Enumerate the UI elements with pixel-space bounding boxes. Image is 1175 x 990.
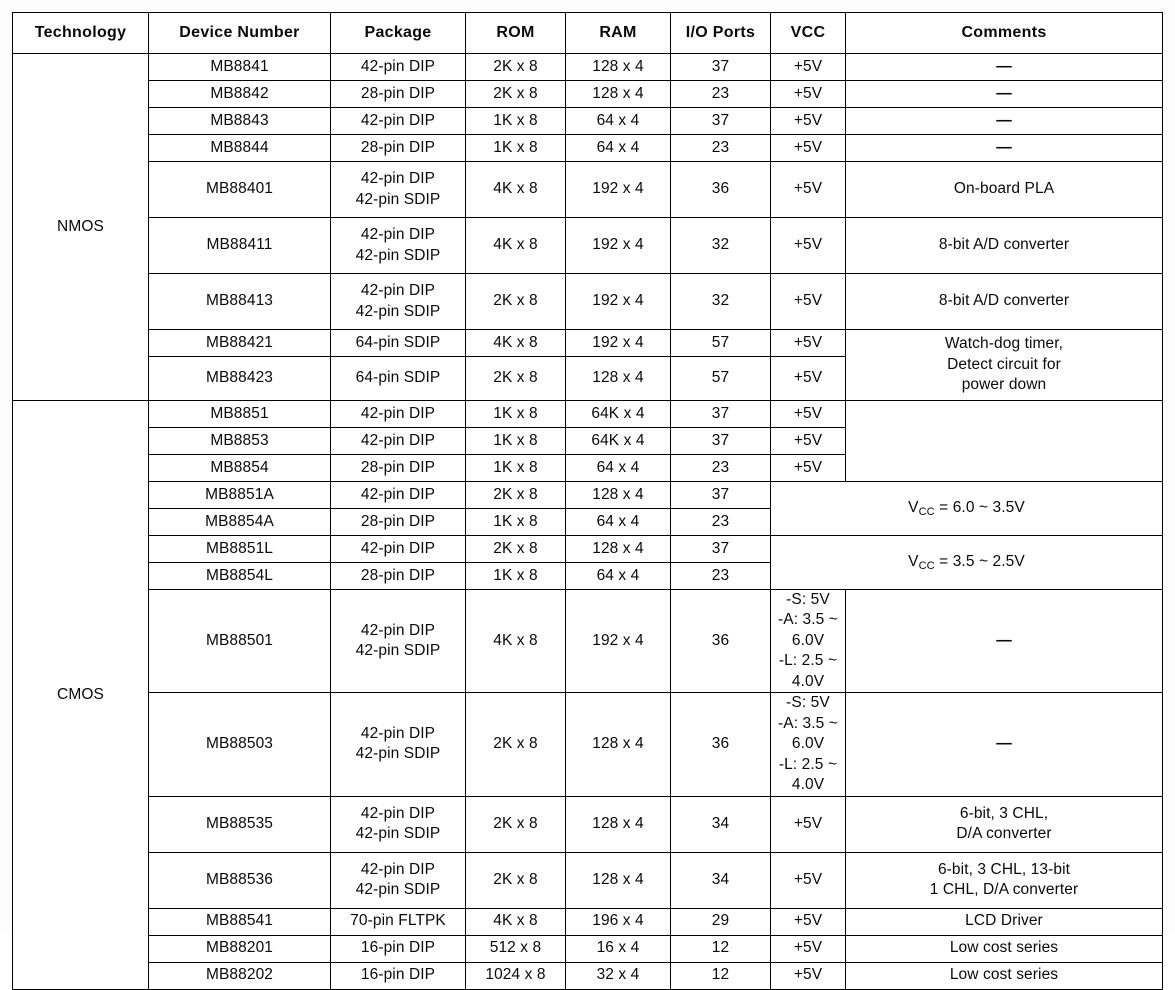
column-header-comments: Comments (846, 13, 1163, 54)
cell-vcc: +5V (771, 962, 846, 989)
cell-rom: 2K x 8 (466, 54, 566, 81)
cell-vcc: +5V (771, 428, 846, 455)
cell-ram: 64K x 4 (566, 428, 671, 455)
cell-ram: 64 x 4 (566, 455, 671, 482)
package-line-1: 42-pin DIP (360, 860, 436, 878)
cell-vcc: +5V (771, 455, 846, 482)
cell-io: 57 (671, 330, 771, 357)
cell-io: 32 (671, 274, 771, 330)
cell-package (331, 274, 466, 330)
table-header (13, 13, 1163, 54)
cell-package: 28-pin DIP (331, 509, 466, 536)
cell-vcc: +5V (771, 135, 846, 162)
cell-rom: 1K x 8 (466, 401, 566, 428)
cell-device: MB8854A (149, 509, 331, 536)
cell-package: 70-pin FLTPK (331, 908, 466, 935)
cell-vcc: +5V (771, 108, 846, 135)
vcc-l-line: -L: 2.5 ~ 4.0V (778, 652, 838, 690)
column-header-ram: RAM (566, 13, 671, 54)
package-line-2: 42-pin SDIP (355, 190, 441, 208)
vcc-value: = 3.5 ~ 2.5V (934, 552, 1025, 570)
cell-package (331, 218, 466, 274)
vcc-subscript: CC (918, 559, 935, 572)
watchdog-line-3: power down (961, 376, 1047, 394)
cell-device: MB88541 (149, 908, 331, 935)
cell-package (331, 162, 466, 218)
table-row (13, 54, 1163, 81)
cell-io: 37 (671, 54, 771, 81)
cell-io: 57 (671, 357, 771, 401)
header-row (13, 13, 1163, 54)
cell-rom: 1K x 8 (466, 428, 566, 455)
column-header-vcc: VCC (771, 13, 846, 54)
cell-ram: 64 x 4 (566, 135, 671, 162)
cell-io: 32 (671, 218, 771, 274)
cell-vcc-range-a (771, 482, 1163, 536)
package-line-2: 42-pin SDIP (355, 302, 441, 320)
table-body (13, 54, 1163, 990)
comment-line-2: 1 CHL, D/A converter (929, 881, 1079, 899)
package-line-1: 42-pin DIP (360, 170, 436, 188)
cell-comment (846, 796, 1163, 852)
cell-rom: 1K x 8 (466, 509, 566, 536)
cell-ram: 128 x 4 (566, 693, 671, 796)
column-header-device-number: Device Number (149, 13, 331, 54)
package-line-2: 42-pin SDIP (355, 745, 441, 763)
vcc-a-line: -A: 3.5 ~ 6.0V (778, 714, 838, 753)
cell-package: 42-pin DIP (331, 428, 466, 455)
cell-rom: 4K x 8 (466, 218, 566, 274)
technology-group-nmos: NMOS (13, 54, 149, 401)
cell-ram: 128 x 4 (566, 81, 671, 108)
cell-device: MB8854L (149, 563, 331, 590)
cell-device: MB88501 (149, 590, 331, 693)
column-header-package: Package (331, 13, 466, 54)
cell-package: 16-pin DIP (331, 962, 466, 989)
cell-rom: 2K x 8 (466, 357, 566, 401)
cell-comment: — (846, 693, 1163, 796)
cell-comment: — (846, 135, 1163, 162)
vcc-symbol: V (908, 498, 919, 516)
cell-package: 28-pin DIP (331, 81, 466, 108)
cell-package: 28-pin DIP (331, 455, 466, 482)
cell-device: MB8841 (149, 54, 331, 81)
cell-rom: 2K x 8 (466, 852, 566, 908)
cell-ram: 64K x 4 (566, 401, 671, 428)
cell-package: 42-pin DIP (331, 482, 466, 509)
cell-io: 23 (671, 563, 771, 590)
cell-device: MB8851L (149, 536, 331, 563)
package-line-2: 42-pin SDIP (355, 881, 441, 899)
cell-device: MB88503 (149, 693, 331, 796)
table-row (13, 401, 1163, 428)
cell-vcc: +5V (771, 852, 846, 908)
cell-io: 23 (671, 135, 771, 162)
table-row (13, 108, 1163, 135)
column-header-rom: ROM (466, 13, 566, 54)
table-row (13, 590, 1163, 693)
cell-device: MB88421 (149, 330, 331, 357)
cell-package (331, 693, 466, 796)
cell-rom: 2K x 8 (466, 693, 566, 796)
cell-io: 37 (671, 536, 771, 563)
table-row (13, 274, 1163, 330)
cell-io: 34 (671, 852, 771, 908)
watchdog-line-2: Detect circuit for (947, 355, 1061, 373)
package-line-1: 42-pin DIP (360, 621, 436, 639)
package-line-1: 42-pin DIP (360, 804, 436, 822)
cell-package (331, 796, 466, 852)
cell-ram: 196 x 4 (566, 908, 671, 935)
table-row (13, 162, 1163, 218)
cell-comment: LCD Driver (846, 908, 1163, 935)
cell-package: 42-pin DIP (331, 54, 466, 81)
cell-package: 42-pin DIP (331, 536, 466, 563)
cell-device: MB8851A (149, 482, 331, 509)
cell-rom: 2K x 8 (466, 536, 566, 563)
cell-ram: 128 x 4 (566, 54, 671, 81)
cell-io: 37 (671, 108, 771, 135)
technology-group-cmos: CMOS (13, 401, 149, 990)
cell-vcc: +5V (771, 162, 846, 218)
cell-io: 12 (671, 935, 771, 962)
package-line-2: 42-pin SDIP (355, 825, 441, 843)
cell-device: MB88535 (149, 796, 331, 852)
cell-device: MB88401 (149, 162, 331, 218)
cell-device: MB88201 (149, 935, 331, 962)
package-line-1: 42-pin DIP (360, 282, 436, 300)
cell-package: 64-pin SDIP (331, 357, 466, 401)
cell-ram: 192 x 4 (566, 330, 671, 357)
spec-table-container (12, 12, 1162, 990)
cell-rom: 2K x 8 (466, 796, 566, 852)
cell-device: MB8854 (149, 455, 331, 482)
cell-ram: 128 x 4 (566, 482, 671, 509)
cell-rom: 1024 x 8 (466, 962, 566, 989)
cell-io: 37 (671, 428, 771, 455)
cell-comment: — (846, 54, 1163, 81)
vcc-l-line: -L: 2.5 ~ 4.0V (778, 755, 838, 794)
cell-package: 16-pin DIP (331, 935, 466, 962)
cell-vcc: +5V (771, 357, 846, 401)
cell-io: 12 (671, 962, 771, 989)
table-row (13, 536, 1163, 563)
package-line-1: 42-pin DIP (360, 724, 436, 742)
cell-comment: Low cost series (846, 935, 1163, 962)
cell-ram: 128 x 4 (566, 852, 671, 908)
cell-vcc-sal-501 (771, 590, 846, 693)
cell-ram: 64 x 4 (566, 509, 671, 536)
cell-package: 28-pin DIP (331, 135, 466, 162)
cell-package: 64-pin SDIP (331, 330, 466, 357)
cell-device: MB88411 (149, 218, 331, 274)
cell-io: 36 (671, 162, 771, 218)
vcc-value: = 6.0 ~ 3.5V (934, 498, 1025, 516)
table-row (13, 218, 1163, 274)
cell-io: 23 (671, 509, 771, 536)
cell-rom: 4K x 8 (466, 162, 566, 218)
cell-ram: 192 x 4 (566, 590, 671, 693)
cell-comment-empty (846, 401, 1163, 482)
cell-comment: Low cost series (846, 962, 1163, 989)
vcc-s-line: -S: 5V (786, 694, 830, 712)
cell-io: 36 (671, 693, 771, 796)
table-row (13, 852, 1163, 908)
cell-io: 23 (671, 455, 771, 482)
table-row (13, 482, 1163, 509)
cell-comment: 8-bit A/D converter (846, 274, 1163, 330)
cell-vcc: +5V (771, 796, 846, 852)
cell-rom: 4K x 8 (466, 908, 566, 935)
cell-device: MB88413 (149, 274, 331, 330)
vcc-subscript: CC (918, 505, 935, 518)
microcontroller-spec-table (12, 12, 1163, 990)
table-row (13, 81, 1163, 108)
cell-ram: 32 x 4 (566, 962, 671, 989)
column-header-io-ports: I/O Ports (671, 13, 771, 54)
cell-package: 42-pin DIP (331, 401, 466, 428)
cell-device: MB8843 (149, 108, 331, 135)
cell-vcc: +5V (771, 935, 846, 962)
cell-ram: 192 x 4 (566, 274, 671, 330)
column-header-technology: Technology (13, 13, 149, 54)
cell-rom: 512 x 8 (466, 935, 566, 962)
cell-package (331, 852, 466, 908)
cell-io: 37 (671, 482, 771, 509)
cell-rom: 4K x 8 (466, 330, 566, 357)
cell-rom: 2K x 8 (466, 482, 566, 509)
table-row (13, 935, 1163, 962)
cell-vcc: +5V (771, 81, 846, 108)
cell-ram: 64 x 4 (566, 563, 671, 590)
cell-vcc-range-l (771, 536, 1163, 590)
comment-line-1: 6-bit, 3 CHL, 13-bit (937, 860, 1071, 878)
table-row (13, 908, 1163, 935)
cell-package (331, 590, 466, 693)
cell-comment: — (846, 590, 1163, 693)
cell-io: 37 (671, 401, 771, 428)
cell-rom: 1K x 8 (466, 563, 566, 590)
cell-io: 34 (671, 796, 771, 852)
cell-rom: 1K x 8 (466, 135, 566, 162)
cell-ram: 16 x 4 (566, 935, 671, 962)
table-row (13, 135, 1163, 162)
package-line-2: 42-pin SDIP (355, 642, 441, 660)
cell-vcc: +5V (771, 330, 846, 357)
package-line-1: 42-pin DIP (360, 226, 436, 244)
cell-comment (846, 852, 1163, 908)
cell-vcc: +5V (771, 908, 846, 935)
cell-vcc-sal-503 (771, 693, 846, 796)
cell-device: MB88423 (149, 357, 331, 401)
cell-device: MB8851 (149, 401, 331, 428)
cell-vcc: +5V (771, 401, 846, 428)
cell-rom: 1K x 8 (466, 108, 566, 135)
cell-comment: — (846, 81, 1163, 108)
cell-device: MB8842 (149, 81, 331, 108)
cell-ram: 64 x 4 (566, 108, 671, 135)
cell-comment-watchdog (846, 330, 1163, 401)
watchdog-line-1: Watch-dog timer, (944, 335, 1064, 353)
cell-rom: 2K x 8 (466, 81, 566, 108)
cell-ram: 128 x 4 (566, 796, 671, 852)
cell-comment: On-board PLA (846, 162, 1163, 218)
cell-ram: 192 x 4 (566, 162, 671, 218)
cell-device: MB8853 (149, 428, 331, 455)
table-row (13, 796, 1163, 852)
cell-comment: 8-bit A/D converter (846, 218, 1163, 274)
cell-ram: 128 x 4 (566, 536, 671, 563)
cell-vcc: +5V (771, 274, 846, 330)
vcc-a-line: -A: 3.5 ~ 6.0V (778, 611, 838, 649)
cell-device: MB8844 (149, 135, 331, 162)
cell-io: 29 (671, 908, 771, 935)
cell-rom: 1K x 8 (466, 455, 566, 482)
cell-rom: 4K x 8 (466, 590, 566, 693)
table-row (13, 693, 1163, 796)
cell-ram: 192 x 4 (566, 218, 671, 274)
vcc-s-line: -S: 5V (786, 591, 830, 608)
cell-rom: 2K x 8 (466, 274, 566, 330)
comment-line-1: 6-bit, 3 CHL, (959, 804, 1049, 822)
vcc-symbol: V (908, 552, 919, 570)
cell-package: 28-pin DIP (331, 563, 466, 590)
cell-vcc: +5V (771, 54, 846, 81)
cell-io: 23 (671, 81, 771, 108)
table-row (13, 330, 1163, 357)
cell-vcc: +5V (771, 218, 846, 274)
cell-device: MB88202 (149, 962, 331, 989)
cell-ram: 128 x 4 (566, 357, 671, 401)
table-row (13, 962, 1163, 989)
package-line-2: 42-pin SDIP (355, 246, 441, 264)
cell-io: 36 (671, 590, 771, 693)
cell-comment: — (846, 108, 1163, 135)
comment-line-2: D/A converter (956, 825, 1052, 843)
cell-device: MB88536 (149, 852, 331, 908)
cell-package: 42-pin DIP (331, 108, 466, 135)
